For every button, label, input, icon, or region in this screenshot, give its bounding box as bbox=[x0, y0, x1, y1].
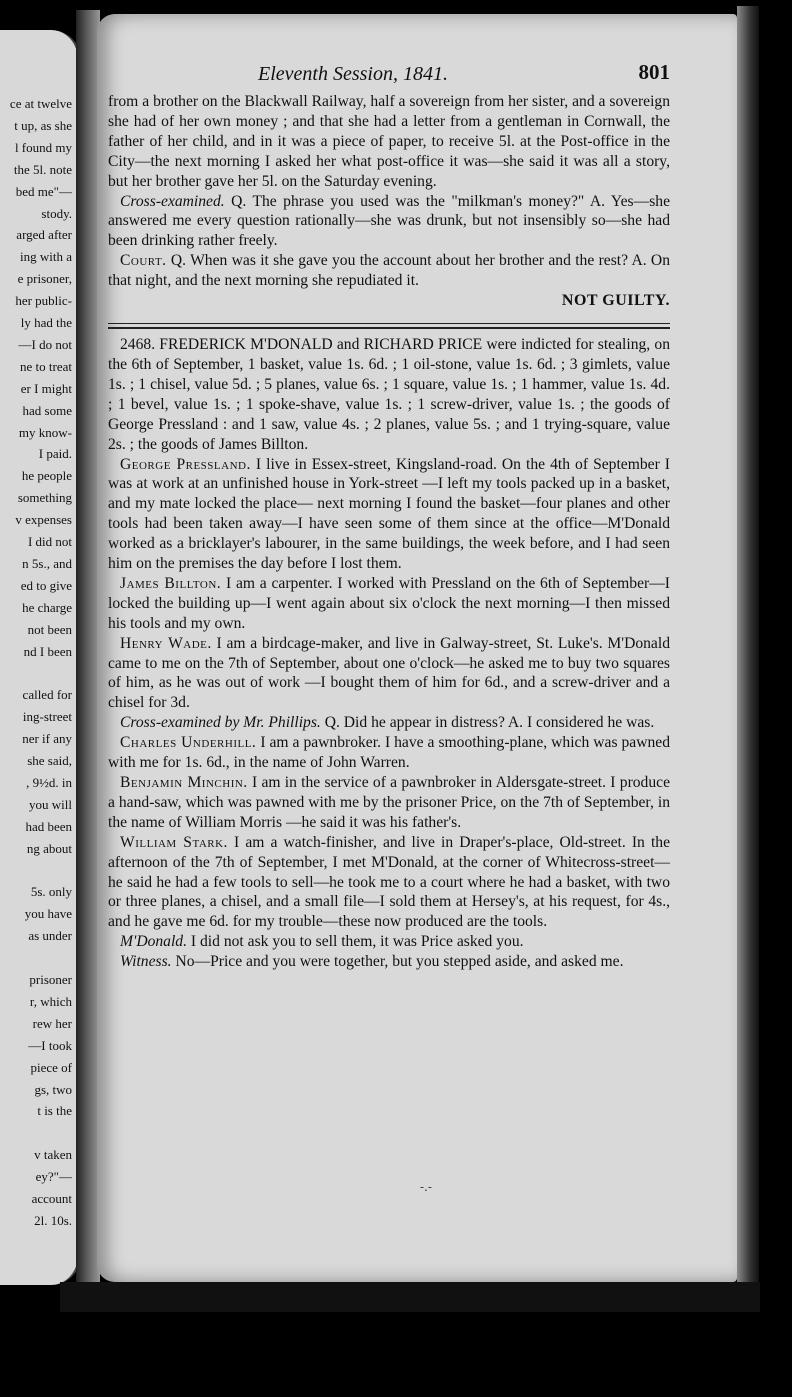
facing-page-line: you have bbox=[24, 906, 72, 922]
paragraph-text: I am a watch-finisher, and live in Draper's-place, Old-street. In the afternoon of the 7th of September, I met M'Donald, at the corner of Whitecross-street—he said he had a few tools to sell—he took me to a court where he had a basket, with two or three planes, a chisel, and a small file—I sold them at Hersey's, at his request, for 4s., and he gave me 6d. for my trouble—these now produced are the tools. bbox=[108, 833, 670, 931]
facing-page-line: the 5l. note bbox=[13, 161, 72, 177]
facing-page-line: my know- bbox=[18, 424, 72, 440]
facing-page-line: l found my bbox=[14, 139, 72, 155]
speaker-label: Cross-examined. bbox=[120, 192, 225, 210]
speaker-label: James Billton. bbox=[120, 574, 222, 592]
facing-page-line: ce at twelve bbox=[9, 96, 72, 111]
paragraph bbox=[108, 634, 670, 714]
paragraph bbox=[108, 713, 670, 733]
verdict: NOT GUILTY. bbox=[561, 292, 670, 310]
facing-page-line: called for bbox=[22, 687, 72, 703]
speaker-label: William Stark. bbox=[120, 833, 228, 851]
paragraph bbox=[108, 773, 670, 833]
facing-page-line: account bbox=[31, 1191, 72, 1206]
facing-page-line: 5s. only bbox=[30, 884, 72, 900]
facing-page-line: had been bbox=[25, 818, 72, 834]
page-number: 801 bbox=[638, 60, 670, 84]
facing-page-line: ne to treat bbox=[20, 358, 72, 374]
speaker-label: M'Donald. bbox=[120, 933, 188, 951]
paragraph-text: I am in the service of a pawnbroker in Aldersgate-street. I produce a hand-saw, which was pawned with me by the prisoner Price, on the 7th of September, in the name of William Morris —he said it was his father's. bbox=[108, 774, 670, 831]
facing-page-line: ly had the bbox=[20, 315, 72, 330]
facing-page-line: ng about bbox=[26, 840, 72, 856]
page-content bbox=[108, 60, 670, 972]
facing-page-line: e prisoner, bbox=[17, 271, 72, 287]
running-title: Eleventh Session, 1841. bbox=[258, 63, 448, 85]
paragraph-text: Q. When was it she gave you the account about her brother and the rest? A. On that night, and the next morning she repudiated it. bbox=[108, 252, 670, 290]
facing-page-line: , 9½d. in bbox=[26, 774, 72, 790]
paragraph bbox=[108, 251, 670, 291]
page-mark: -.- bbox=[420, 1180, 432, 1194]
facing-page-line: bed me"— bbox=[15, 183, 72, 199]
paragraph bbox=[108, 455, 670, 574]
facing-page-line: piece of bbox=[30, 1059, 72, 1075]
facing-page-line: —I took bbox=[28, 1037, 72, 1053]
paragraph bbox=[108, 574, 670, 634]
divider bbox=[108, 323, 670, 324]
facing-page-line: he charge bbox=[22, 599, 72, 615]
divider bbox=[108, 327, 670, 329]
speaker-label: Henry Wade. bbox=[120, 634, 212, 652]
facing-page-line: r, which bbox=[29, 993, 72, 1009]
paragraph-text: Q. Did he appear in distress? A. I considered he was. bbox=[320, 714, 655, 732]
indictment: 2468. FREDERICK M'DONALD and RICHARD PRICE were indicted for stealing, on the 6th of September, 1 basket, value 1s. 6d. ; 1 oil-stone, value 1s. 6d. ; 3 gimlets, value 1s. ; 1 chisel, value 5d. ; 5 planes, value 6s. ; 1 square, value 1s. ; 1 hammer, value 1s. 4d. ; 1 bevel, value 1s. ; 1 spoke-shave, value 1s. ; 1 screw-driver, value 1s. ; the goods of George Pressland : and 1 saw, value 4s. ; 2 planes, value 5s. ; and 1 trying-square, value 2s. ; the goods of James Billton. bbox=[108, 336, 670, 453]
facing-page-line: I did not bbox=[27, 534, 72, 549]
facing-page-line: had some bbox=[22, 402, 72, 418]
facing-page bbox=[0, 30, 81, 1285]
paragraph-text: I live in Essex-street, Kingsland-road. On the 4th of September I was at work at an unfinished house in York-street —I left my tools packed up in a basket, and my mate locked the place— next morning I found the basket—four planes and other tools had been taken away—I have seen some of them since at the office—M'Donald worked as a bricklayer's labourer, in the same buildings, the week before, and I had seen him on the premises the day before I lost them. bbox=[108, 455, 670, 573]
paragraph-text: I am a carpenter. I worked with Pressland on the 6th of September—I locked the building up—I went again about six o'clock the next morning—I then missed his tools and my own. bbox=[108, 574, 671, 632]
facing-page-line: ed to give bbox=[20, 577, 72, 593]
scanner-bed bbox=[60, 1282, 760, 1312]
facing-page-line: v taken bbox=[34, 1147, 72, 1163]
speaker-label: Benjamin Minchin. bbox=[120, 774, 248, 791]
speaker-label: Charles Underhill. bbox=[120, 734, 257, 752]
paragraph-text: I am a birdcage-maker, and live in Galway-street, St. Luke's. M'Donald came to me on the 7th of September, about one o'clock—he asked me to buy two squares of him, as he was out of work —I bought them of him for 6d., and a screw-driver and a chisel for 3d. bbox=[108, 634, 670, 712]
paragraph bbox=[108, 932, 670, 952]
paragraph-text: I did not ask you to sell them, it was Price asked you. bbox=[187, 933, 524, 951]
facing-page-line: not been bbox=[27, 621, 72, 637]
facing-page-line: t up, as she bbox=[14, 117, 72, 133]
facing-page-line: you will bbox=[29, 796, 72, 812]
paragraph-text: I am a pawnbroker. I have a smoothing-plane, which was pawned with me for 1s. 6d., in the name of John Warren. bbox=[108, 734, 671, 772]
facing-page-line: ner if any bbox=[22, 731, 72, 747]
speaker-label: Court. bbox=[120, 252, 167, 270]
paragraph bbox=[108, 733, 670, 773]
running-head bbox=[108, 60, 670, 92]
facing-page-line: v expenses bbox=[15, 512, 72, 528]
facing-page-line: as under bbox=[28, 928, 72, 944]
facing-page-line: n 5s., and bbox=[22, 555, 72, 571]
paragraph: from a brother on the Blackwall Railway, half a sovereign from her sister, and a sovereign she had of her own money ; and that she had a letter from a gentleman in Cornwall, the father of her child, and in it was a piece of paper, to receive 5l. at the Post-office in the City—the next morning I asked her what post-office it was—she said it was all a story, but her brother gave her 5l. on the Saturday evening. bbox=[108, 93, 670, 190]
facing-page-line: t is the bbox=[37, 1103, 72, 1119]
facing-page-line: ing with a bbox=[20, 249, 72, 265]
facing-page-line: something bbox=[17, 490, 72, 506]
speaker-label: George Pressland. bbox=[120, 455, 251, 473]
facing-page-line: I paid. bbox=[38, 446, 72, 462]
speaker-label: Cross-examined by Mr. Phillips. bbox=[120, 714, 321, 732]
paragraph-text: Q. The phrase you used was the "milkman's money?" A. Yes—she answered me every question rationally—she was drunk, but not insensibly so—she had been drinking rather freely. bbox=[108, 192, 670, 250]
paragraph bbox=[108, 952, 670, 972]
facing-page-line: her public- bbox=[15, 293, 72, 309]
page-edge bbox=[737, 6, 759, 1286]
facing-page-line: gs, two bbox=[34, 1081, 72, 1097]
facing-page-line: nd I been bbox=[23, 643, 72, 659]
facing-page-line: arged after bbox=[16, 227, 72, 243]
facing-page-line: ing-street bbox=[22, 709, 72, 725]
facing-page-line: stody. bbox=[41, 205, 72, 221]
facing-page-line: he people bbox=[21, 468, 72, 484]
paragraph bbox=[108, 192, 670, 252]
facing-page-line: —I do not bbox=[18, 336, 72, 352]
paragraph-text: No—Price and you were together, but you stepped aside, and asked me. bbox=[171, 953, 624, 971]
facing-page-line: er I might bbox=[20, 380, 72, 396]
facing-page-line: ey?"— bbox=[35, 1169, 72, 1185]
facing-page-line: prisoner bbox=[29, 972, 72, 987]
facing-page-line: rew her bbox=[32, 1015, 72, 1031]
paragraph bbox=[108, 833, 670, 933]
facing-page-line: she said, bbox=[27, 753, 72, 768]
speaker-label: Witness. bbox=[120, 953, 172, 971]
facing-page-line: 2l. 10s. bbox=[34, 1212, 72, 1228]
